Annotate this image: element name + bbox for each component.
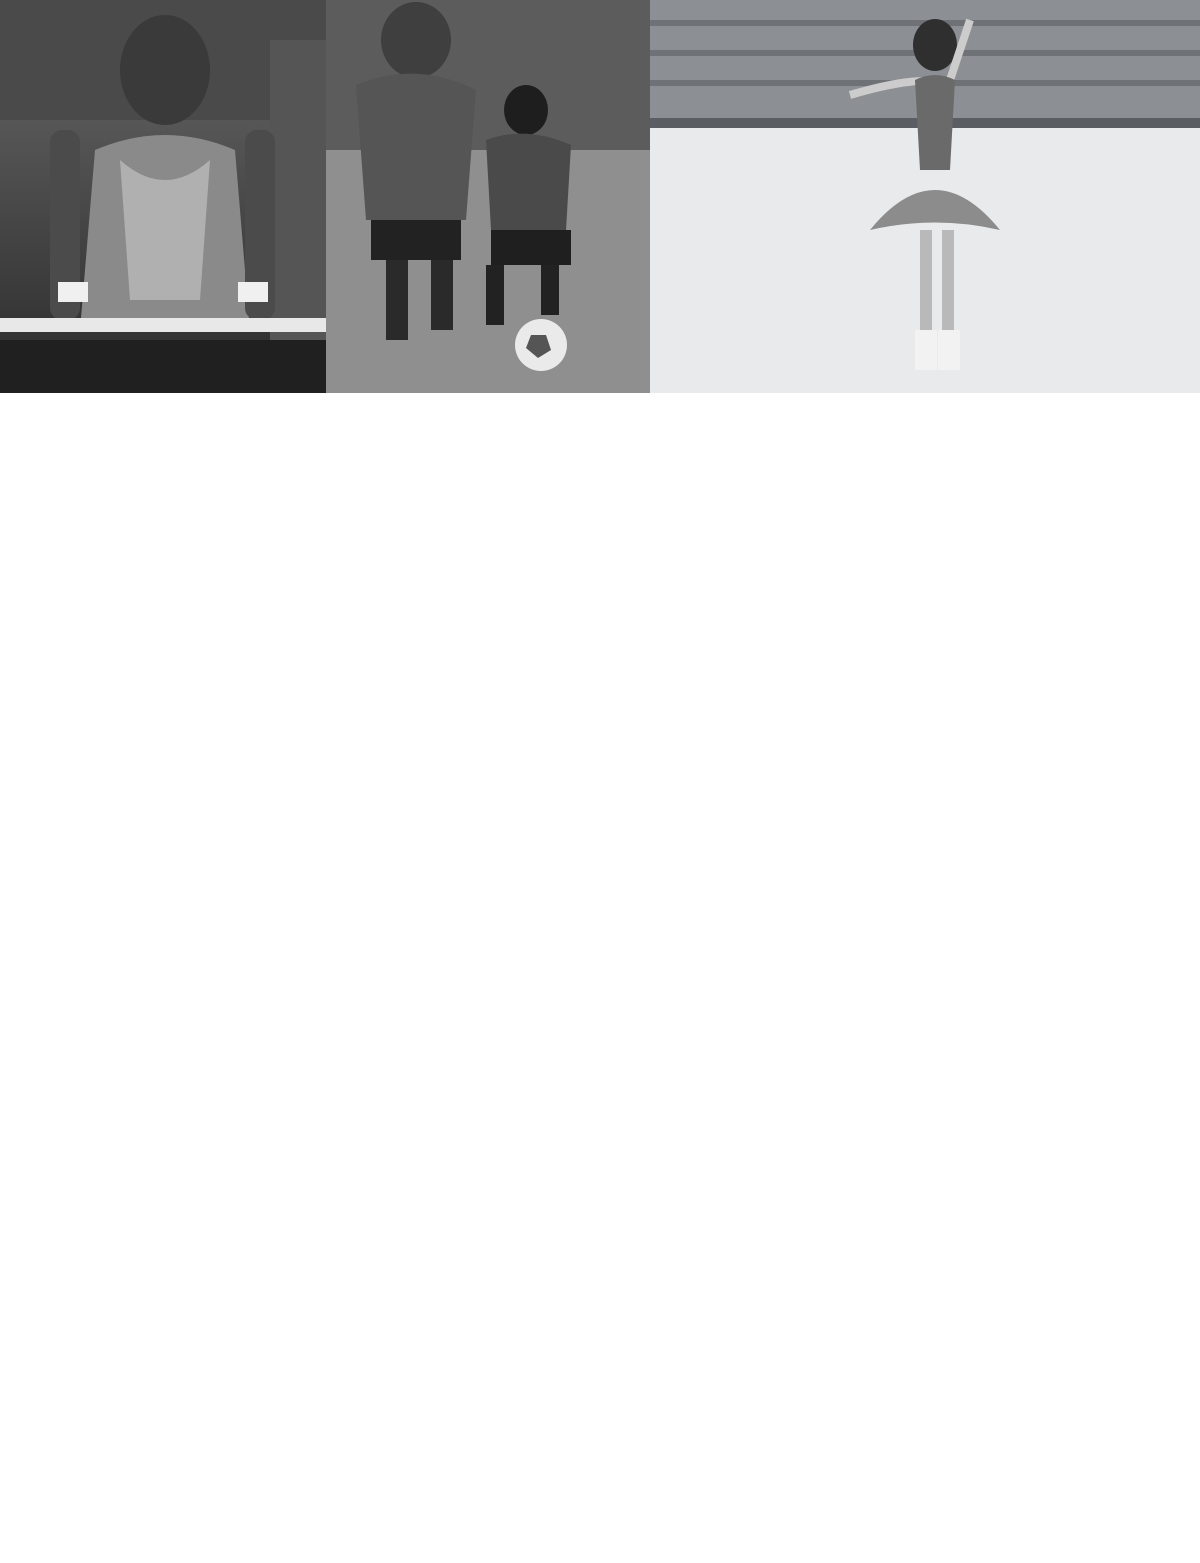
figure-skater-photo (650, 0, 1200, 393)
soccer-photo (326, 0, 650, 393)
gymnast-photo (0, 0, 326, 393)
column-1 (56, 414, 390, 428)
